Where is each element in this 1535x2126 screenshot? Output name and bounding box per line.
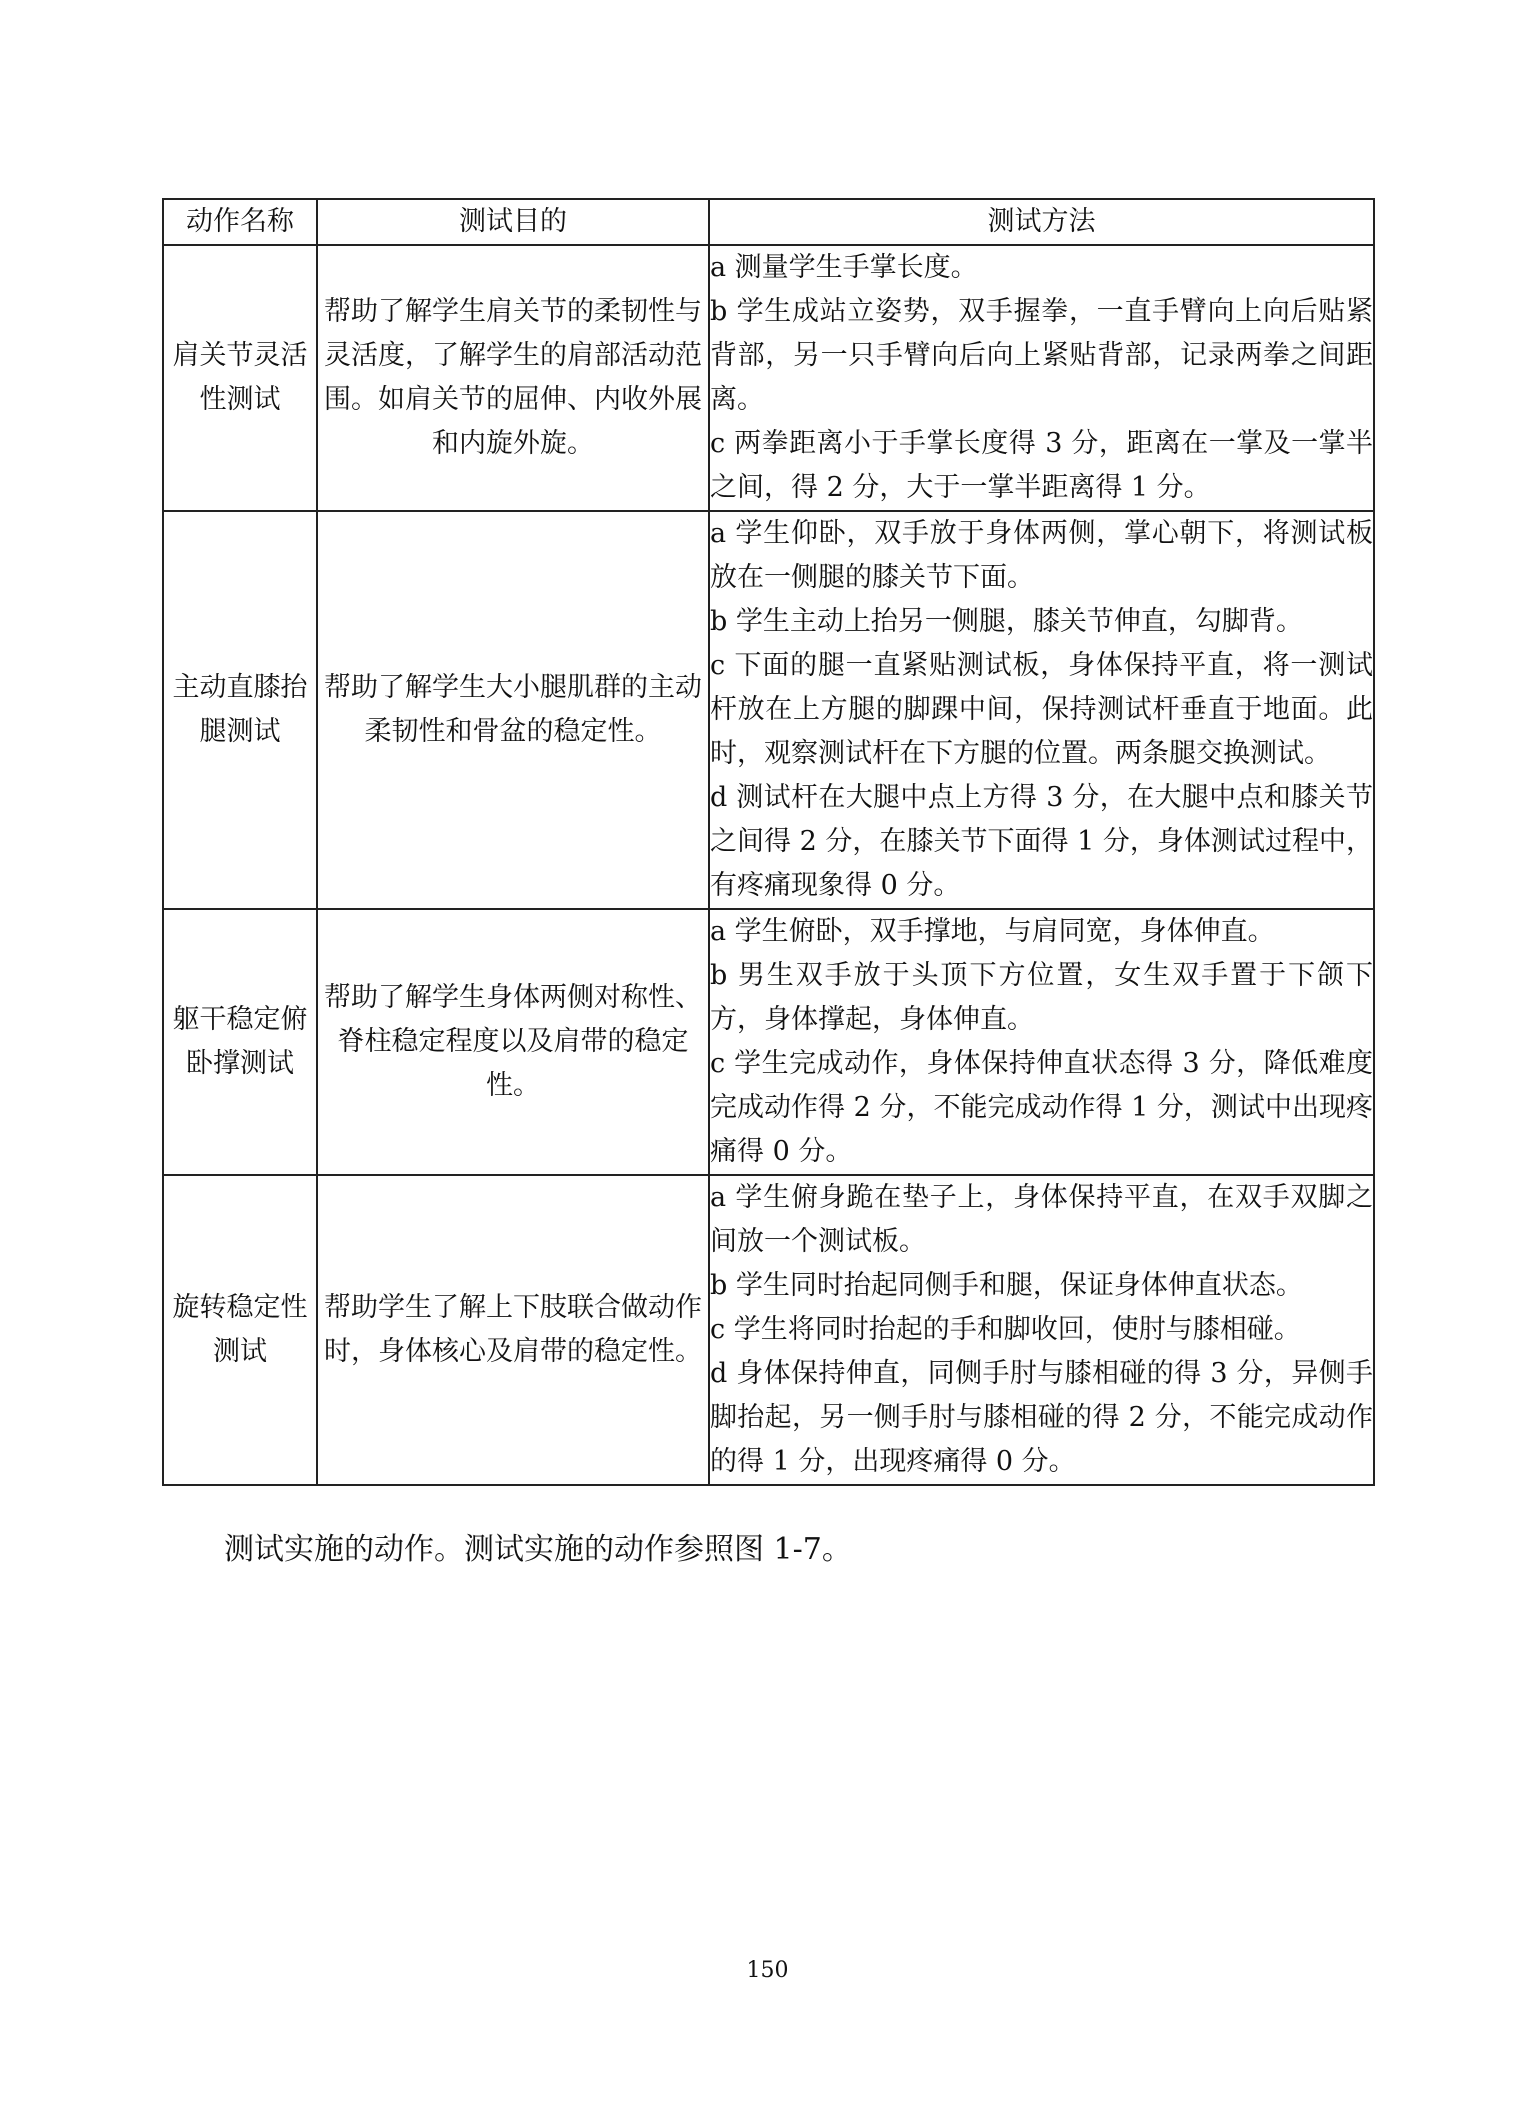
test-purpose: 帮助了解学生大小腿肌群的主动柔韧性和骨盆的稳定性。 (324, 672, 702, 747)
test-purpose-cell (317, 1175, 709, 1485)
method-step: d 身体保持伸直，同侧手肘与膝相碰的得 3 分，异侧手脚抬起，另一侧手肘与膝相碰的得 2 分，不能完成动作的得 1 分，出现疼痛得 0 分。 (710, 1358, 1373, 1477)
method-step: b 学生主动上抬另一侧腿，膝关节伸直，勾脚背。 (710, 606, 1303, 637)
table-header-row (163, 199, 1374, 245)
header-test-purpose: 测试目的 (317, 199, 709, 245)
test-method-cell (709, 1175, 1374, 1485)
method-step: b 学生同时抬起同侧手和腿，保证身体伸直状态。 (710, 1270, 1303, 1301)
table-row (163, 511, 1374, 909)
header-action-name: 动作名称 (163, 199, 317, 245)
method-step: b 学生成站立姿势，双手握拳，一直手臂向上向后贴紧背部，另一只手臂向后向上紧贴背部，记录两拳之间距离。 (710, 296, 1373, 415)
table-row (163, 1175, 1374, 1485)
method-step: c 学生将同时抬起的手和脚收回，使肘与膝相碰。 (710, 1314, 1301, 1345)
method-step: c 下面的腿一直紧贴测试板，身体保持平直，将一测试杆放在上方腿的脚踝中间，保持测试杆垂直于地面。此时，观察测试杆在下方腿的位置。两条腿交换测试。 (710, 650, 1373, 769)
action-name-cell (163, 511, 317, 909)
test-method-cell (709, 245, 1374, 511)
test-purpose: 帮助了解学生身体两侧对称性、脊柱稳定程度以及肩带的稳定性。 (324, 982, 702, 1101)
method-step: a 学生俯卧，双手撑地，与肩同宽，身体伸直。 (710, 916, 1275, 947)
assessment-table (162, 198, 1375, 1486)
header-test-method: 测试方法 (709, 199, 1374, 245)
test-method-cell (709, 511, 1374, 909)
table-row (163, 909, 1374, 1175)
test-purpose: 帮助学生了解上下肢联合做动作时，身体核心及肩带的稳定性。 (324, 1292, 702, 1367)
action-name-cell (163, 909, 317, 1175)
table-row (163, 245, 1374, 511)
test-purpose-cell (317, 909, 709, 1175)
method-step: b 男生双手放于头顶下方位置，女生双手置于下颌下方，身体撑起，身体伸直。 (710, 960, 1373, 1035)
action-name: 旋转稳定性测试 (172, 1292, 308, 1367)
test-purpose-cell (317, 511, 709, 909)
method-step: a 学生仰卧，双手放于身体两侧，掌心朝下，将测试板放在一侧腿的膝关节下面。 (710, 518, 1373, 593)
action-name: 主动直膝抬腿测试 (172, 672, 308, 747)
action-name-cell (163, 245, 317, 511)
test-purpose-cell (317, 245, 709, 511)
test-method-cell (709, 909, 1374, 1175)
action-name-cell (163, 1175, 317, 1485)
body-paragraph: 测试实施的动作。测试实施的动作参照图 1-7。 (224, 1532, 852, 1567)
method-step: a 学生俯身跪在垫子上，身体保持平直，在双手双脚之间放一个测试板。 (710, 1182, 1373, 1257)
method-step: c 学生完成动作，身体保持伸直状态得 3 分，降低难度完成动作得 2 分，不能完成动作得 1 分，测试中出现疼痛得 0 分。 (710, 1048, 1373, 1167)
test-purpose: 帮助了解学生肩关节的柔韧性与灵活度，了解学生的肩部活动范围。如肩关节的屈伸、内收外展和内旋外旋。 (324, 296, 702, 459)
method-step: d 测试杆在大腿中点上方得 3 分，在大腿中点和膝关节之间得 2 分，在膝关节下面得 1 分，身体测试过程中，有疼痛现象得 0 分。 (710, 782, 1373, 901)
method-step: a 测量学生手掌长度。 (710, 252, 978, 283)
page-number: 150 (746, 1958, 789, 1983)
action-name: 躯干稳定俯卧撑测试 (172, 1004, 308, 1079)
action-name: 肩关节灵活性测试 (172, 340, 308, 415)
method-step: c 两拳距离小于手掌长度得 3 分，距离在一掌及一掌半之间，得 2 分，大于一掌半距离得 1 分。 (710, 428, 1373, 503)
